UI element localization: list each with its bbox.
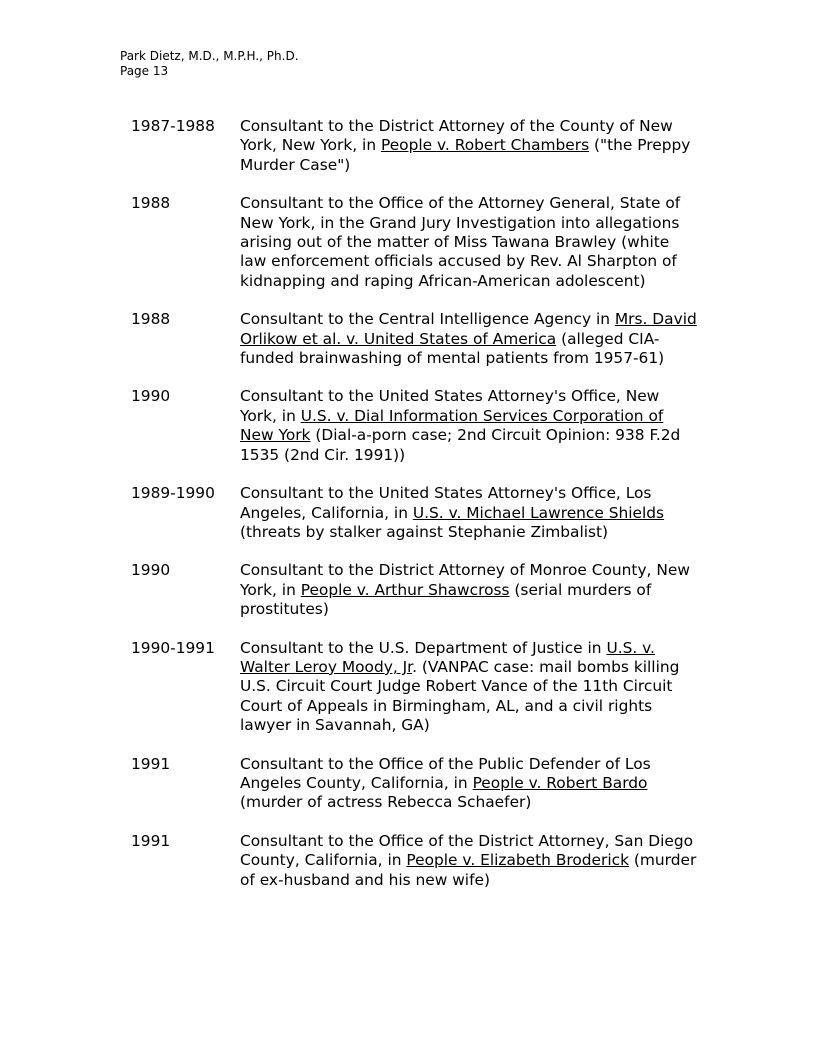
case-name: People v. Robert Chambers <box>380 136 590 155</box>
page-header <box>120 49 299 79</box>
entry-year: 1990-1991 <box>131 638 215 657</box>
entry-description: Consultant to the Office of the Public Defender of Los Angeles County, California, in People v. Robert Bardo (murder of actress Rebecca Schaefer) <box>240 754 651 812</box>
list-item <box>131 310 703 368</box>
entry-year: 1988 <box>131 310 171 329</box>
list-item <box>131 832 703 890</box>
entry-year: 1987-1988 <box>131 117 215 135</box>
list-item <box>131 639 703 736</box>
consultation-list <box>131 117 703 909</box>
entry-description: Consultant to the District Attorney of the County of New York, New York, in People v. Robert Chambers ("the Preppy Murder Case") <box>240 117 691 174</box>
entry-year: 1990 <box>131 561 171 580</box>
entry-year: 1991 <box>131 754 171 773</box>
list-item <box>131 387 703 465</box>
entry-description: Consultant to the Office of the Attorney General, State of New York, in the Grand Jury Investigation into allegations arising out of the matter of Miss Tawana Brawley (white law enforcement officials accused by Rev. Al Sharpton of kidnapping and raping African-American adolescent) <box>240 194 681 290</box>
list-item <box>131 484 703 542</box>
case-name: People v. Elizabeth Broderick <box>406 851 629 870</box>
entry-description: Consultant to the United States Attorney's Office, Los Angeles, California, in U.S. v. Michael Lawrence Shields (threats by stalker against Stephanie Zimbalist) <box>240 484 665 541</box>
list-item <box>131 561 703 619</box>
case-name: U.S. v. Michael Lawrence Shields <box>412 503 665 522</box>
case-name: People v. Arthur Shawcross <box>300 580 510 599</box>
case-name: U.S. v. Dial Information Services Corporation of New York <box>240 406 664 445</box>
case-name: U.S. v. Walter Leroy Moody, Jr <box>240 638 655 676</box>
entry-year: 1989-1990 <box>131 484 215 503</box>
entry-description: Consultant to the Central Intelligence Agency in Mrs. David Orlikow et al. v. United States of America (alleged CIA-funded brainwashing of mental patients from 1957-61) <box>240 310 697 368</box>
page-number: Page 13 <box>120 64 169 78</box>
entry-description: Consultant to the District Attorney of Monroe County, New York, in People v. Arthur Shawcross (serial murders of prostitutes) <box>240 561 690 619</box>
entry-description: Consultant to the U.S. Department of Justice in U.S. v. Walter Leroy Moody, Jr. (VANPAC case: mail bombs killing U.S. Circuit Court Judge Robert Vance of the 11th Circuit Court of Appeals in Birmingham, AL, and a civil rights lawyer in Savannah, GA) <box>240 638 680 735</box>
list-item <box>131 755 703 813</box>
entry-description: Consultant to the Office of the District Attorney, San Diego County, California, in People v. Elizabeth Broderick (murder of ex-husband and his new wife) <box>240 831 697 889</box>
case-name: Mrs. David Orlikow et al. v. United States of America <box>240 310 697 348</box>
entry-year: 1990 <box>131 387 171 406</box>
entry-description: Consultant to the United States Attorney's Office, New York, in U.S. v. Dial Information Services Corporation of New York (Dial-a-porn case; 2nd Circuit Opinion: 938 F.2d 1535 (2nd Cir. 1991)) <box>240 387 681 464</box>
author-name: Park Dietz, M.D., M.P.H., Ph.D. <box>120 49 299 63</box>
list-item <box>131 194 703 291</box>
entry-year: 1991 <box>131 831 171 850</box>
case-name: People v. Robert Bardo <box>472 773 648 792</box>
entry-year: 1988 <box>131 194 171 213</box>
list-item <box>131 117 703 175</box>
